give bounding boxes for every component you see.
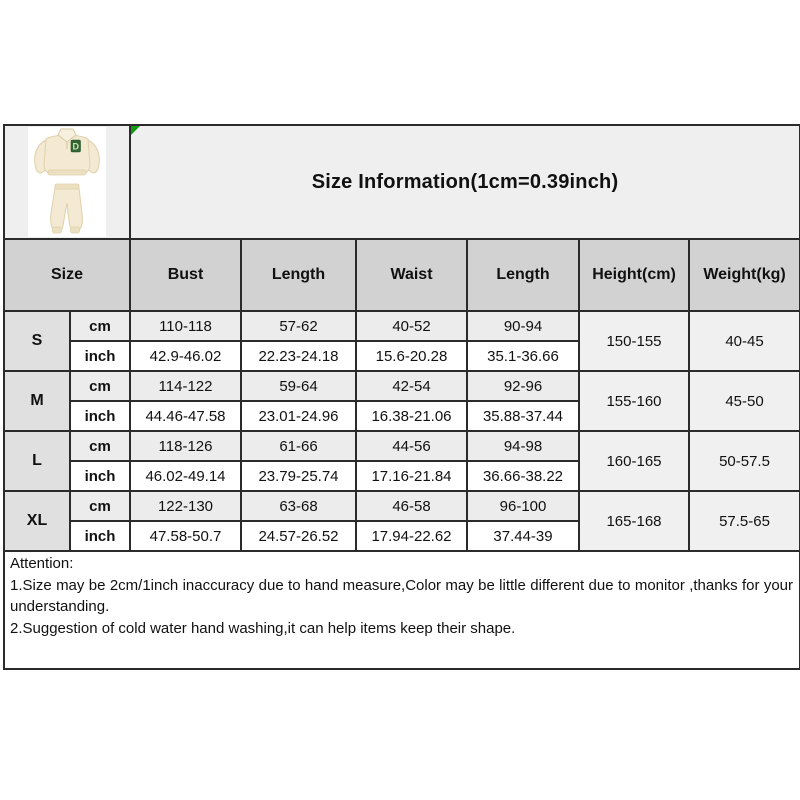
cell-bust: 110-118 xyxy=(130,311,241,341)
sweatsuit-product-image xyxy=(28,127,106,237)
cell-weight: 57.5-65 xyxy=(689,491,800,551)
cell-weight: 45-50 xyxy=(689,371,800,431)
cell-weight: 50-57.5 xyxy=(689,431,800,491)
unit-label: cm xyxy=(70,491,130,521)
cell-waist: 46-58 xyxy=(356,491,467,521)
unit-label: cm xyxy=(70,431,130,461)
size-label-m: M xyxy=(4,371,70,431)
cell-length-top: 61-66 xyxy=(241,431,356,461)
page-title: Size Information(1cm=0.39inch) xyxy=(311,170,619,193)
size-label-s: S xyxy=(4,311,70,371)
cell-bust: 118-126 xyxy=(130,431,241,461)
cell-waist: 44-56 xyxy=(356,431,467,461)
cell-length-top: 24.57-26.52 xyxy=(241,521,356,551)
cell-corner-marker xyxy=(131,126,140,135)
cell-length-bottom: 96-100 xyxy=(467,491,579,521)
cell-bust: 44.46-47.58 xyxy=(130,401,241,431)
row-m-cm xyxy=(4,371,800,401)
cell-length-bottom: 37.44-39 xyxy=(467,521,579,551)
cell-length-top: 63-68 xyxy=(241,491,356,521)
cell-waist: 42-54 xyxy=(356,371,467,401)
cell-length-top: 57-62 xyxy=(241,311,356,341)
cell-waist: 40-52 xyxy=(356,311,467,341)
unit-label: inch xyxy=(70,521,130,551)
cell-waist: 17.16-21.84 xyxy=(356,461,467,491)
cell-length-top: 23.01-24.96 xyxy=(241,401,356,431)
unit-label: cm xyxy=(70,311,130,341)
row-xl-cm xyxy=(4,491,800,521)
cell-bust: 114-122 xyxy=(130,371,241,401)
cell-length-top: 22.23-24.18 xyxy=(241,341,356,371)
col-header-height: Height(cm) xyxy=(579,239,689,311)
size-label-l: L xyxy=(4,431,70,491)
cell-waist: 16.38-21.06 xyxy=(356,401,467,431)
title-cell xyxy=(130,125,800,239)
col-header-size: Size xyxy=(4,239,130,311)
cell-bust: 122-130 xyxy=(130,491,241,521)
cell-length-bottom: 94-98 xyxy=(467,431,579,461)
attention-cell xyxy=(4,551,800,669)
col-header-length-bottom: Length xyxy=(467,239,579,311)
unit-label: cm xyxy=(70,371,130,401)
title-row xyxy=(4,125,800,239)
cell-bust: 47.58-50.7 xyxy=(130,521,241,551)
cell-length-top: 59-64 xyxy=(241,371,356,401)
cell-length-top: 23.79-25.74 xyxy=(241,461,356,491)
cell-waist: 17.94-22.62 xyxy=(356,521,467,551)
attention-note-2: 2.Suggestion of cold water hand washing,it can help items keep their shape. xyxy=(10,619,516,637)
cell-length-bottom: 36.66-38.22 xyxy=(467,461,579,491)
size-table xyxy=(3,124,800,670)
cell-length-bottom: 92-96 xyxy=(467,371,579,401)
cell-bust: 42.9-46.02 xyxy=(130,341,241,371)
row-l-cm xyxy=(4,431,800,461)
cell-length-bottom: 35.1-36.66 xyxy=(467,341,579,371)
size-chart-sheet xyxy=(3,124,797,670)
unit-label: inch xyxy=(70,341,130,371)
cell-waist: 15.6-20.28 xyxy=(356,341,467,371)
cell-height: 160-165 xyxy=(579,431,689,491)
svg-text:D: D xyxy=(72,141,80,152)
col-header-waist: Waist xyxy=(356,239,467,311)
attention-heading: Attention: xyxy=(10,555,74,572)
col-header-weight: Weight(kg) xyxy=(689,239,800,311)
cell-height: 150-155 xyxy=(579,311,689,371)
unit-label: inch xyxy=(70,401,130,431)
cell-length-bottom: 35.88-37.44 xyxy=(467,401,579,431)
cell-height: 155-160 xyxy=(579,371,689,431)
row-s-cm xyxy=(4,311,800,341)
cell-height: 165-168 xyxy=(579,491,689,551)
column-header-row xyxy=(4,239,800,311)
cell-length-bottom: 90-94 xyxy=(467,311,579,341)
col-header-length-top: Length xyxy=(241,239,356,311)
attention-note-1: 1.Size may be 2cm/1inch inaccuracy due to hand measure,Color may be little different due to monitor ,thanks for your understanding. xyxy=(10,576,794,615)
unit-label: inch xyxy=(70,461,130,491)
cell-bust: 46.02-49.14 xyxy=(130,461,241,491)
product-photo-cell xyxy=(4,125,130,239)
attention-row xyxy=(4,551,800,669)
size-label-xl: XL xyxy=(4,491,70,551)
cell-weight: 40-45 xyxy=(689,311,800,371)
col-header-bust: Bust xyxy=(130,239,241,311)
